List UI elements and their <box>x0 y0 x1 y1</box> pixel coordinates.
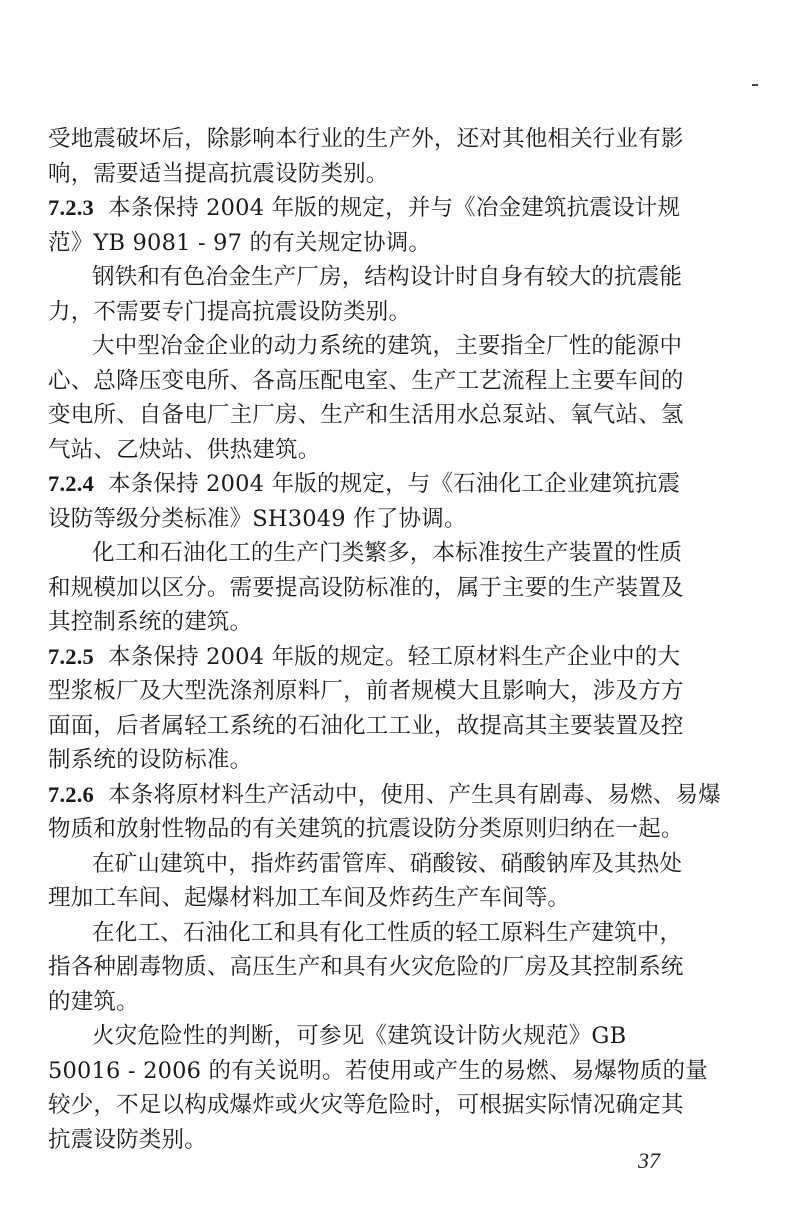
line-text: 较少，不足以构成爆炸或火灾等危险时，可根据实际情况确定其 <box>48 1092 684 1118</box>
text-line <box>48 1019 728 1054</box>
line-text: 化工和石油化工的生产门类繁多，本标准按生产装置的性质 <box>92 540 683 566</box>
text-line <box>48 778 728 813</box>
line-text: 心、总降压变电所、各高压配电室、生产工艺流程上主要车间的 <box>48 367 684 394</box>
line-text: 型浆板厂及大型洗涤剂原料厂，前者规模大且影响大，涉及方方 <box>48 678 684 704</box>
line-text: 钢铁和有色冶金生产厂房，结构设计时自身有较大的抗震能 <box>92 264 683 290</box>
line-text: 本条保持 2004 年版的规定。轻工原材料生产企业中的大 <box>108 643 681 670</box>
text-line <box>48 329 728 364</box>
text-line <box>48 571 728 606</box>
text-line <box>48 467 728 502</box>
text-line <box>48 743 728 778</box>
line-text: 气站、乙炔站、供热建筑。 <box>48 436 321 463</box>
line-text: 设防等级分类标准》SH3049 作了协调。 <box>48 505 467 532</box>
text-line <box>48 433 728 468</box>
scan-mark <box>752 84 758 86</box>
line-text: 在矿山建筑中，指炸药雷管库、硝酸铵、硝酸钠库及其热处 <box>92 850 683 877</box>
line-text: 受地震破坏后，除影响本行业的生产外，还对其他相关行业有影 <box>48 126 684 152</box>
line-text: 本条将原材料生产活动中，使用、产生具有剧毒、易燃、易爆 <box>108 781 721 808</box>
line-text: 在化工、石油化工和具有化工性质的轻工原料生产建筑中， <box>92 919 683 946</box>
section-number: 7.2.3 <box>48 195 94 220</box>
line-text: 面面，后者属轻工系统的石油化工工业，故提高其主要装置及控 <box>48 712 684 739</box>
line-text: 50016 - 2006 的有关说明。若使用或产生的易燃、易爆物质的量 <box>48 1057 708 1084</box>
line-text: 指各种剧毒物质、高压生产和具有火灾危险的厂房及其控制系统 <box>48 954 684 980</box>
line-text: 的建筑。 <box>48 988 139 1015</box>
text-line <box>48 226 728 261</box>
text-line <box>48 157 728 192</box>
line-text: 抗震设防类别。 <box>48 1126 207 1153</box>
text-line <box>48 709 728 744</box>
text-line <box>48 812 728 847</box>
text-line <box>48 1088 728 1123</box>
line-text: 本条保持 2004 年版的规定，并与《冶金建筑抗震设计规 <box>108 195 681 221</box>
line-text: 范》YB 9081 - 97 的有关规定协调。 <box>48 229 432 256</box>
text-line <box>48 881 728 916</box>
text-line <box>48 985 728 1020</box>
text-line <box>48 847 728 882</box>
section-number: 7.2.6 <box>48 781 94 807</box>
line-text: 响，需要适当提高抗震设防类别。 <box>48 160 389 187</box>
line-text: 制系统的设防标准。 <box>48 747 253 773</box>
text-line <box>48 605 728 640</box>
text-line <box>48 950 728 985</box>
line-text: 变电所、自备电厂主厂房、生产和生活用水总泵站、氧气站、氢 <box>48 402 684 428</box>
line-text: 其控制系统的建筑。 <box>48 609 253 635</box>
text-line <box>48 640 728 675</box>
text-line <box>48 1054 728 1089</box>
text-line <box>48 536 728 571</box>
line-text: 理加工车间、起爆材料加工车间及炸药生产车间等。 <box>48 885 571 911</box>
line-text: 和规模加以区分。需要提高设防标准的，属于主要的生产装置及 <box>48 574 684 601</box>
page-number: 37 <box>638 1148 660 1173</box>
section-number: 7.2.4 <box>48 471 94 496</box>
text-line <box>48 364 728 399</box>
line-text: 火灾危险性的判断，可参见《建筑设计防火规范》GB <box>92 1023 627 1049</box>
text-line <box>48 674 728 709</box>
text-line <box>48 502 728 537</box>
body-text <box>48 122 728 1157</box>
line-text: 大中型冶金企业的动力系统的建筑，主要指全厂性的能源中 <box>92 333 683 359</box>
line-text: 物质和放射性物品的有关建筑的抗震设防分类原则归纳在一起。 <box>48 816 684 842</box>
text-line <box>48 295 728 330</box>
text-line <box>48 122 728 157</box>
text-line <box>48 260 728 295</box>
line-text: 本条保持 2004 年版的规定，与《石油化工企业建筑抗震 <box>108 471 681 497</box>
text-line <box>48 398 728 433</box>
text-line <box>48 1123 728 1158</box>
section-number: 7.2.5 <box>48 643 94 669</box>
line-text: 力，不需要专门提高抗震设防类别。 <box>48 298 412 325</box>
text-line <box>48 916 728 951</box>
text-line <box>48 191 728 226</box>
